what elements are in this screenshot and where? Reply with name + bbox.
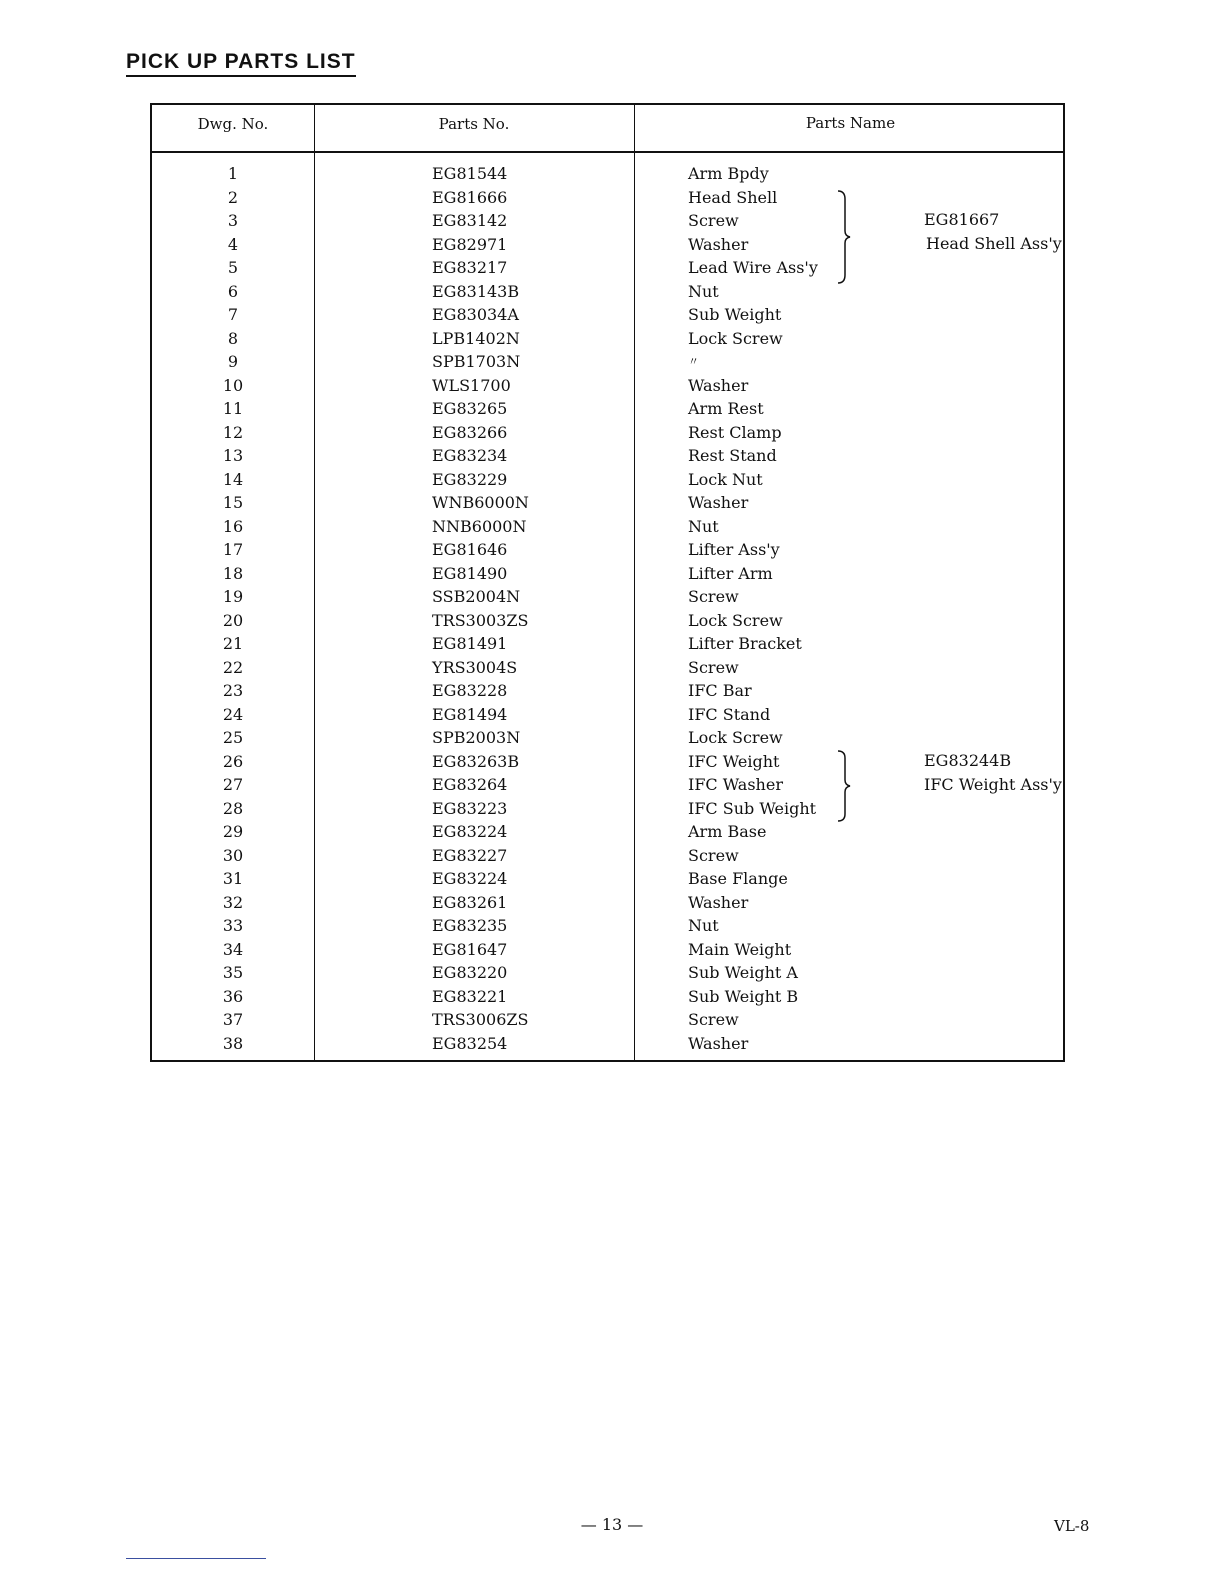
table-row <box>152 186 1063 210</box>
parts-name-cell: Arm Rest <box>688 399 764 418</box>
table-row <box>152 938 1063 962</box>
dwg-no-cell: 20 <box>222 610 244 630</box>
parts-no-cell: EG81647 <box>432 939 508 959</box>
parts-no-cell: EG83224 <box>432 822 508 841</box>
table-row <box>152 961 1063 985</box>
header-parts-no: Parts No. <box>438 115 510 133</box>
dwg-no-cell: 18 <box>222 563 244 583</box>
parts-name-cell: Washer <box>688 375 749 395</box>
parts-no-cell: EG83220 <box>432 963 508 982</box>
table-row <box>152 656 1063 680</box>
parts-name-cell: Washer <box>688 1033 749 1053</box>
parts-name-cell: Arm Base <box>688 822 767 841</box>
dwg-no-cell: 17 <box>222 540 244 559</box>
parts-no-cell: EG83223 <box>432 798 508 818</box>
assembly-name: IFC Weight Ass'y <box>924 775 1062 794</box>
parts-name-cell: Screw <box>688 657 739 677</box>
page-number: — 13 — <box>580 1515 644 1534</box>
table-row <box>152 397 1063 421</box>
dwg-no-cell: 2 <box>227 187 239 207</box>
parts-name-cell: Screw <box>688 211 739 230</box>
dwg-no-cell: 21 <box>222 634 244 653</box>
parts-name-cell: Lock Screw <box>688 610 783 630</box>
parts-no-cell: EG81490 <box>432 563 508 583</box>
parts-no-cell: EG83227 <box>432 845 508 865</box>
page-title: PICK UP PARTS LIST <box>126 50 356 77</box>
table-row <box>152 538 1063 562</box>
table-row <box>152 280 1063 304</box>
dwg-no-cell: 28 <box>222 798 244 818</box>
parts-name-cell: Lead Wire Ass'y <box>688 258 818 277</box>
dwg-no-cell: 31 <box>222 869 244 888</box>
parts-no-cell: SPB1703N <box>432 352 521 371</box>
table-row <box>152 256 1063 280</box>
parts-name-cell: Washer <box>688 234 749 254</box>
parts-name-cell: Screw <box>688 845 739 865</box>
dwg-no-cell: 37 <box>222 1010 244 1029</box>
dwg-no-cell: 29 <box>222 822 244 841</box>
header-divider <box>152 151 1063 153</box>
dwg-no-cell: 10 <box>222 375 244 395</box>
parts-name-cell: IFC Bar <box>688 681 752 700</box>
dwg-no-cell: 8 <box>227 328 239 348</box>
table-row <box>152 421 1063 445</box>
parts-name-cell: Head Shell <box>688 187 778 207</box>
parts-name-cell: Rest Clamp <box>688 422 782 442</box>
parts-no-cell: WNB6000N <box>432 493 529 512</box>
parts-no-cell: SSB2004N <box>432 587 521 606</box>
table-row <box>152 844 1063 868</box>
parts-name-cell: Base Flange <box>688 869 788 888</box>
parts-name-cell: Lifter Bracket <box>688 634 802 653</box>
parts-no-cell: EG83263B <box>432 751 520 771</box>
table-row <box>152 679 1063 703</box>
dwg-no-cell: 36 <box>222 986 244 1006</box>
parts-name-cell: Arm Bpdy <box>688 164 769 183</box>
parts-no-cell: EG83265 <box>432 399 508 418</box>
table-row <box>152 632 1063 656</box>
parts-name-cell: Washer <box>688 493 749 512</box>
parts-name-cell: IFC Washer <box>688 775 783 794</box>
brace-icon <box>836 749 856 823</box>
parts-no-cell: EG81666 <box>432 187 508 207</box>
parts-no-cell: EG83228 <box>432 681 508 700</box>
dwg-no-cell: 7 <box>227 305 239 324</box>
table-row <box>152 303 1063 327</box>
table-row <box>152 585 1063 609</box>
dwg-no-cell: 30 <box>222 845 244 865</box>
table-row <box>152 515 1063 539</box>
dwg-no-cell: 9 <box>227 352 239 371</box>
parts-no-cell: EG83254 <box>432 1033 508 1053</box>
parts-no-cell: EG83264 <box>432 775 508 794</box>
dwg-no-cell: 26 <box>222 751 244 771</box>
parts-no-cell: EG83261 <box>432 892 508 912</box>
dwg-no-cell: 5 <box>227 258 239 277</box>
parts-no-cell: EG83034A <box>432 305 519 324</box>
dwg-no-cell: 1 <box>227 164 239 183</box>
parts-name-cell: Nut <box>688 916 719 935</box>
table-row <box>152 350 1063 374</box>
table-row <box>152 562 1063 586</box>
parts-name-cell: Rest Stand <box>688 446 777 465</box>
parts-no-cell: WLS1700 <box>432 375 511 395</box>
parts-name-cell: Screw <box>688 587 739 606</box>
parts-no-cell: SPB2003N <box>432 728 521 747</box>
table-row <box>152 914 1063 938</box>
table-row <box>152 374 1063 398</box>
table-row <box>152 867 1063 891</box>
parts-no-cell: EG83217 <box>432 258 508 277</box>
parts-no-cell: EG81494 <box>432 704 508 724</box>
parts-name-cell: Lock Screw <box>688 728 783 747</box>
table-row <box>152 468 1063 492</box>
bottom-rule <box>126 1558 266 1559</box>
parts-name-cell: Lifter Arm <box>688 563 773 583</box>
table-row <box>152 820 1063 844</box>
assembly-part-no: EG83244B <box>924 751 1012 770</box>
table-row <box>152 703 1063 727</box>
dwg-no-cell: 3 <box>227 211 239 230</box>
parts-name-cell: Screw <box>688 1010 739 1029</box>
assembly-name: Head Shell Ass'y <box>926 234 1062 253</box>
parts-no-cell: EG83235 <box>432 916 508 935</box>
dwg-no-cell: 13 <box>222 446 244 465</box>
parts-name-cell: Main Weight <box>688 939 792 959</box>
table-row <box>152 162 1063 186</box>
parts-no-cell: EG83143B <box>432 281 520 301</box>
dwg-no-cell: 15 <box>222 493 244 512</box>
parts-no-cell: EG83266 <box>432 422 508 442</box>
parts-name-cell: Sub Weight A <box>688 963 798 982</box>
parts-no-cell: EG82971 <box>432 234 508 254</box>
assembly-part-no: EG81667 <box>924 210 1000 229</box>
parts-no-cell: EG83221 <box>432 986 508 1006</box>
parts-no-cell: EG83234 <box>432 446 508 465</box>
dwg-no-cell: 11 <box>222 399 244 418</box>
table-row <box>152 327 1063 351</box>
dwg-no-cell: 4 <box>227 234 239 254</box>
table-row <box>152 609 1063 633</box>
table-row <box>152 1032 1063 1056</box>
parts-name-cell: Lifter Ass'y <box>688 540 780 559</box>
model-code: VL-8 <box>1054 1517 1090 1535</box>
dwg-no-cell: 19 <box>222 587 244 606</box>
dwg-no-cell: 32 <box>222 892 244 912</box>
dwg-no-cell: 22 <box>222 657 244 677</box>
dwg-no-cell: 6 <box>227 281 239 301</box>
dwg-no-cell: 27 <box>222 775 244 794</box>
parts-no-cell: EG81646 <box>432 540 508 559</box>
header-parts-name: Parts Name <box>805 114 896 132</box>
parts-name-cell: Nut <box>688 281 719 301</box>
parts-no-cell: TRS3006ZS <box>432 1010 529 1029</box>
header-dwg-no: Dwg. No. <box>197 115 269 133</box>
table-row <box>152 1008 1063 1032</box>
dwg-no-cell: 33 <box>222 916 244 935</box>
parts-no-cell: EG83142 <box>432 211 508 230</box>
parts-no-cell: TRS3003ZS <box>432 610 529 630</box>
parts-no-cell: LPB1402N <box>432 328 520 348</box>
dwg-no-cell: 16 <box>222 516 244 536</box>
table-row <box>152 797 1063 821</box>
parts-no-cell: YRS3004S <box>432 657 518 677</box>
parts-name-cell: IFC Sub Weight <box>688 798 817 818</box>
parts-name-cell: 〃 <box>688 355 699 368</box>
parts-name-cell: Nut <box>688 516 719 536</box>
table-row <box>152 726 1063 750</box>
parts-name-cell: Lock Nut <box>688 469 763 489</box>
parts-no-cell: EG81544 <box>432 164 508 183</box>
parts-table <box>150 103 1065 1062</box>
table-body <box>152 162 1063 1055</box>
dwg-no-cell: 14 <box>222 469 244 489</box>
parts-name-cell: Sub Weight B <box>688 986 799 1006</box>
parts-name-cell: IFC Weight <box>688 751 780 771</box>
parts-no-cell: EG83224 <box>432 869 508 888</box>
parts-name-cell: Sub Weight <box>688 305 782 324</box>
dwg-no-cell: 25 <box>222 728 244 747</box>
dwg-no-cell: 35 <box>222 963 244 982</box>
table-row <box>152 444 1063 468</box>
dwg-no-cell: 12 <box>222 422 244 442</box>
table-row <box>152 891 1063 915</box>
table-row <box>152 985 1063 1009</box>
parts-no-cell: EG81491 <box>432 634 508 653</box>
dwg-no-cell: 24 <box>222 704 244 724</box>
parts-name-cell: IFC Stand <box>688 704 771 724</box>
table-row <box>152 491 1063 515</box>
dwg-no-cell: 34 <box>222 939 244 959</box>
parts-no-cell: EG83229 <box>432 469 508 489</box>
dwg-no-cell: 38 <box>222 1033 244 1053</box>
brace-icon <box>836 189 856 285</box>
dwg-no-cell: 23 <box>222 681 244 700</box>
parts-no-cell: NNB6000N <box>432 516 527 536</box>
parts-name-cell: Lock Screw <box>688 328 783 348</box>
parts-name-cell: Washer <box>688 892 749 912</box>
